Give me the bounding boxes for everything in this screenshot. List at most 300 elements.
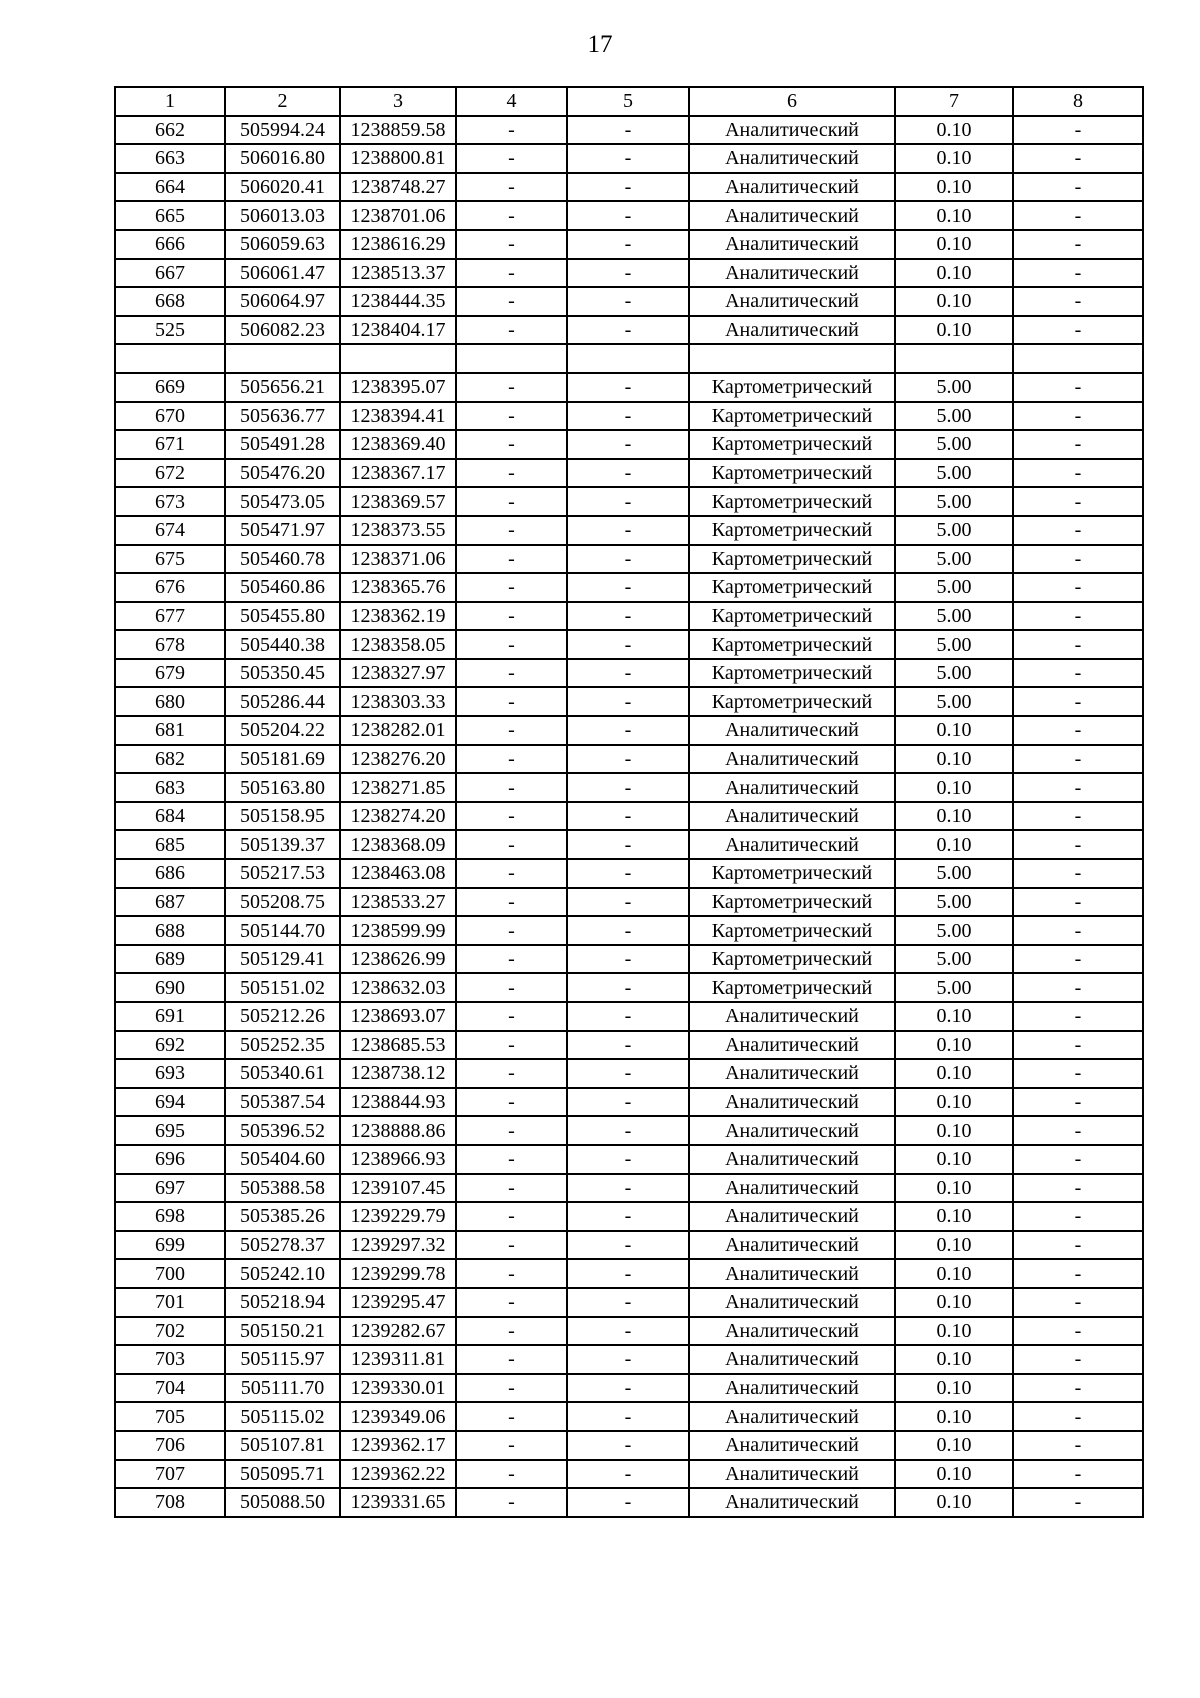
table-cell-col-7: 0.10 xyxy=(895,287,1013,316)
table-cell-col-8: - xyxy=(1013,573,1143,602)
table-cell-col-6: Картометрический xyxy=(689,459,895,488)
table-row xyxy=(115,1002,1143,1031)
table-cell-col-7: 5.00 xyxy=(895,888,1013,917)
table-cell-col-1: 697 xyxy=(115,1174,225,1203)
table-cell-col-3: 1239282.67 xyxy=(340,1317,456,1346)
table-row xyxy=(115,144,1143,173)
column-header-8: 8 xyxy=(1013,87,1143,116)
table-cell-col-5: - xyxy=(567,373,689,402)
table-cell-col-1: 668 xyxy=(115,287,225,316)
table-cell-col-6: Аналитический xyxy=(689,173,895,202)
table-cell-col-7: 0.10 xyxy=(895,1231,1013,1260)
table-cell-col-5: - xyxy=(567,888,689,917)
table-cell-col-5: - xyxy=(567,1202,689,1231)
table-cell-col-2 xyxy=(225,344,340,373)
table-cell-col-7: 0.10 xyxy=(895,1460,1013,1489)
table-cell-col-3: 1238274.20 xyxy=(340,802,456,831)
table-cell-col-2: 505095.71 xyxy=(225,1460,340,1489)
table-cell-col-5: - xyxy=(567,745,689,774)
table-cell-col-7: 0.10 xyxy=(895,802,1013,831)
table-cell-col-4: - xyxy=(456,459,567,488)
table-cell-col-5: - xyxy=(567,973,689,1002)
table-cell-col-5: - xyxy=(567,1088,689,1117)
table-cell-col-6: Аналитический xyxy=(689,116,895,145)
table-cell-col-8: - xyxy=(1013,1374,1143,1403)
table-cell-col-2: 505656.21 xyxy=(225,373,340,402)
table-cell-col-1: 664 xyxy=(115,173,225,202)
table-cell-col-3: 1238367.17 xyxy=(340,459,456,488)
table-cell-col-6: Картометрический xyxy=(689,545,895,574)
table-row xyxy=(115,373,1143,402)
table-cell-col-4: - xyxy=(456,230,567,259)
table-cell-col-7: 5.00 xyxy=(895,916,1013,945)
table-cell-col-7: 0.10 xyxy=(895,716,1013,745)
table-cell-col-7: 5.00 xyxy=(895,630,1013,659)
table-cell-col-6: Аналитический xyxy=(689,1402,895,1431)
table-cell-col-5: - xyxy=(567,1345,689,1374)
table-cell-col-1: 701 xyxy=(115,1288,225,1317)
table-cell-col-2: 505139.37 xyxy=(225,830,340,859)
table-cell-col-4: - xyxy=(456,516,567,545)
table-cell-col-5: - xyxy=(567,1031,689,1060)
table-cell-col-5: - xyxy=(567,859,689,888)
table-cell-col-1: 525 xyxy=(115,316,225,345)
table-cell-col-1: 692 xyxy=(115,1031,225,1060)
table-cell-col-2: 505218.94 xyxy=(225,1288,340,1317)
table-cell-col-6: Аналитический xyxy=(689,1374,895,1403)
table-cell-col-8: - xyxy=(1013,945,1143,974)
table-cell-col-3: 1238373.55 xyxy=(340,516,456,545)
table-cell-col-6: Аналитический xyxy=(689,773,895,802)
table-cell-col-6: Картометрический xyxy=(689,916,895,945)
table-cell-col-3: 1238282.01 xyxy=(340,716,456,745)
table-cell-col-4: - xyxy=(456,487,567,516)
table-cell-col-4: - xyxy=(456,316,567,345)
table-cell-col-7: 0.10 xyxy=(895,1402,1013,1431)
table-cell-col-7: 0.10 xyxy=(895,773,1013,802)
table-cell-col-5: - xyxy=(567,287,689,316)
table-cell-col-1: 695 xyxy=(115,1116,225,1145)
table-cell-col-5: - xyxy=(567,1402,689,1431)
table-cell-col-2: 505460.78 xyxy=(225,545,340,574)
table-cell-col-3: 1238738.12 xyxy=(340,1059,456,1088)
table-cell-col-7: 5.00 xyxy=(895,573,1013,602)
table-cell-col-4: - xyxy=(456,1088,567,1117)
table-row xyxy=(115,516,1143,545)
table-row xyxy=(115,773,1143,802)
table-cell-col-8: - xyxy=(1013,1145,1143,1174)
table-cell-col-4: - xyxy=(456,1374,567,1403)
table-row xyxy=(115,916,1143,945)
table-cell-col-8: - xyxy=(1013,1288,1143,1317)
table-cell-col-2: 506013.03 xyxy=(225,201,340,230)
table-cell-col-6: Аналитический xyxy=(689,716,895,745)
table-cell-col-6: Аналитический xyxy=(689,1174,895,1203)
table-cell-col-2: 505212.26 xyxy=(225,1002,340,1031)
table-cell-col-2: 505144.70 xyxy=(225,916,340,945)
table-cell-col-3: 1238616.29 xyxy=(340,230,456,259)
table-cell-col-4: - xyxy=(456,1345,567,1374)
table-cell-col-8: - xyxy=(1013,888,1143,917)
table-cell-col-6: Картометрический xyxy=(689,630,895,659)
table-cell-col-4: - xyxy=(456,773,567,802)
table-cell-col-2: 505158.95 xyxy=(225,802,340,831)
table-cell-col-5: - xyxy=(567,173,689,202)
table-cell-col-2: 505491.28 xyxy=(225,430,340,459)
table-cell-col-2: 505388.58 xyxy=(225,1174,340,1203)
table-cell-col-4: - xyxy=(456,1488,567,1517)
table-cell-col-8: - xyxy=(1013,687,1143,716)
table-row xyxy=(115,1259,1143,1288)
table-row xyxy=(115,888,1143,917)
table-cell-col-6: Картометрический xyxy=(689,659,895,688)
table-cell-col-7: 0.10 xyxy=(895,1488,1013,1517)
table-cell-col-6: Аналитический xyxy=(689,830,895,859)
table-cell-col-8: - xyxy=(1013,916,1143,945)
table-cell-col-8: - xyxy=(1013,1059,1143,1088)
table-cell-col-1: 672 xyxy=(115,459,225,488)
table-cell-col-5: - xyxy=(567,802,689,831)
table-cell-col-6: Аналитический xyxy=(689,316,895,345)
table-cell-col-6: Аналитический xyxy=(689,144,895,173)
table-cell-col-3: 1239295.47 xyxy=(340,1288,456,1317)
table-cell-col-1: 670 xyxy=(115,402,225,431)
table-cell-col-5: - xyxy=(567,487,689,516)
table-cell-col-4: - xyxy=(456,1202,567,1231)
table-cell-col-8: - xyxy=(1013,1174,1143,1203)
table-cell-col-7: 5.00 xyxy=(895,430,1013,459)
table-cell-col-5: - xyxy=(567,144,689,173)
table-cell-col-4: - xyxy=(456,659,567,688)
table-row xyxy=(115,573,1143,602)
table-cell-col-6: Аналитический xyxy=(689,287,895,316)
table-cell-col-1: 696 xyxy=(115,1145,225,1174)
table-cell-col-3: 1238513.37 xyxy=(340,259,456,288)
table-cell-col-7: 5.00 xyxy=(895,687,1013,716)
table-cell-col-7: 5.00 xyxy=(895,487,1013,516)
table-cell-col-6: Аналитический xyxy=(689,1288,895,1317)
table-cell-col-1: 680 xyxy=(115,687,225,716)
table-cell-col-4: - xyxy=(456,1145,567,1174)
table-cell-col-1: 662 xyxy=(115,116,225,145)
table-cell-col-2: 505440.38 xyxy=(225,630,340,659)
table-cell-col-7: 0.10 xyxy=(895,1202,1013,1231)
table-cell-col-7: 0.10 xyxy=(895,1116,1013,1145)
table-cell-col-5: - xyxy=(567,1002,689,1031)
table-cell-col-8: - xyxy=(1013,745,1143,774)
table-row xyxy=(115,459,1143,488)
table-cell-col-4: - xyxy=(456,687,567,716)
table-cell-col-4: - xyxy=(456,259,567,288)
table-body xyxy=(115,87,1143,1517)
table-cell-col-4: - xyxy=(456,1259,567,1288)
table-cell-col-3: 1239349.06 xyxy=(340,1402,456,1431)
table-row xyxy=(115,402,1143,431)
table-cell-col-8: - xyxy=(1013,144,1143,173)
table-cell-col-4: - xyxy=(456,859,567,888)
table-cell-col-4: - xyxy=(456,1460,567,1489)
table-cell-col-5: - xyxy=(567,1431,689,1460)
table-cell-col-6: Картометрический xyxy=(689,945,895,974)
table-cell-col-6: Картометрический xyxy=(689,430,895,459)
table-cell-col-6: Картометрический xyxy=(689,888,895,917)
table-cell-col-2: 506020.41 xyxy=(225,173,340,202)
table-cell-col-8: - xyxy=(1013,373,1143,402)
table-cell-col-8: - xyxy=(1013,1031,1143,1060)
table-cell-col-3: 1238844.93 xyxy=(340,1088,456,1117)
table-cell-col-2: 505994.24 xyxy=(225,116,340,145)
table-cell-col-5: - xyxy=(567,1116,689,1145)
table-cell-col-2: 505204.22 xyxy=(225,716,340,745)
table-cell-col-2: 505129.41 xyxy=(225,945,340,974)
table-cell-col-7: 0.10 xyxy=(895,230,1013,259)
table-cell-col-5: - xyxy=(567,430,689,459)
table-cell-col-8: - xyxy=(1013,973,1143,1002)
table-cell-col-5: - xyxy=(567,459,689,488)
table-cell-col-5: - xyxy=(567,1145,689,1174)
table-cell-col-8: - xyxy=(1013,1345,1143,1374)
table-row xyxy=(115,802,1143,831)
table-cell-col-7: 0.10 xyxy=(895,830,1013,859)
table-cell-col-3: 1238748.27 xyxy=(340,173,456,202)
table-cell-col-2: 505242.10 xyxy=(225,1259,340,1288)
table-cell-col-1: 693 xyxy=(115,1059,225,1088)
table-cell-col-5: - xyxy=(567,773,689,802)
table-cell-col-2: 505115.97 xyxy=(225,1345,340,1374)
table-cell-col-8: - xyxy=(1013,545,1143,574)
table-cell-col-4: - xyxy=(456,545,567,574)
table-cell-col-6: Картометрический xyxy=(689,602,895,631)
table-cell-col-4: - xyxy=(456,716,567,745)
table-cell-col-8 xyxy=(1013,344,1143,373)
table-cell-col-8: - xyxy=(1013,802,1143,831)
table-cell-col-2: 505111.70 xyxy=(225,1374,340,1403)
table-cell-col-7: 0.10 xyxy=(895,1345,1013,1374)
table-cell-col-6: Аналитический xyxy=(689,1345,895,1374)
table-row xyxy=(115,1145,1143,1174)
table-cell-col-4: - xyxy=(456,573,567,602)
table-cell-col-2: 505476.20 xyxy=(225,459,340,488)
table-cell-col-8: - xyxy=(1013,259,1143,288)
table-cell-col-5: - xyxy=(567,716,689,745)
table-cell-col-7: 5.00 xyxy=(895,659,1013,688)
table-cell-col-3: 1239362.22 xyxy=(340,1460,456,1489)
table-cell-col-2: 505115.02 xyxy=(225,1402,340,1431)
table-cell-col-6: Аналитический xyxy=(689,259,895,288)
table-cell-col-1: 687 xyxy=(115,888,225,917)
table-cell-col-3: 1239299.78 xyxy=(340,1259,456,1288)
table-row xyxy=(115,1488,1143,1517)
table-cell-col-7: 0.10 xyxy=(895,1002,1013,1031)
table-cell-col-5: - xyxy=(567,659,689,688)
table-cell-col-8: - xyxy=(1013,287,1143,316)
table-row xyxy=(115,1231,1143,1260)
table-cell-col-4: - xyxy=(456,1031,567,1060)
table-cell-col-5: - xyxy=(567,545,689,574)
table-cell-col-3: 1238626.99 xyxy=(340,945,456,974)
table-cell-col-2: 505404.60 xyxy=(225,1145,340,1174)
table-row xyxy=(115,545,1143,574)
table-cell-col-7: 0.10 xyxy=(895,1317,1013,1346)
table-cell-col-2: 505150.21 xyxy=(225,1317,340,1346)
table-cell-col-5: - xyxy=(567,116,689,145)
table-cell-col-7: 5.00 xyxy=(895,545,1013,574)
table-cell-col-3: 1238395.07 xyxy=(340,373,456,402)
table-cell-col-3: 1239107.45 xyxy=(340,1174,456,1203)
table-cell-col-3: 1238303.33 xyxy=(340,687,456,716)
table-row xyxy=(115,602,1143,631)
table-cell-col-1: 679 xyxy=(115,659,225,688)
table-cell-col-4: - xyxy=(456,1431,567,1460)
table-cell-col-5: - xyxy=(567,916,689,945)
table-cell-col-8: - xyxy=(1013,1231,1143,1260)
table-cell-col-3: 1238599.99 xyxy=(340,916,456,945)
table-cell-col-7: 0.10 xyxy=(895,1145,1013,1174)
table-cell-col-7: 0.10 xyxy=(895,259,1013,288)
table-cell-col-7: 5.00 xyxy=(895,402,1013,431)
table-cell-col-3: 1239362.17 xyxy=(340,1431,456,1460)
table-cell-col-5: - xyxy=(567,516,689,545)
table-cell-col-4: - xyxy=(456,173,567,202)
table-cell-col-2: 505455.80 xyxy=(225,602,340,631)
table-row xyxy=(115,1088,1143,1117)
table-cell-col-5: - xyxy=(567,259,689,288)
table-cell-col-3: 1238276.20 xyxy=(340,745,456,774)
table-cell-col-7: 5.00 xyxy=(895,516,1013,545)
table-cell-col-2: 506082.23 xyxy=(225,316,340,345)
table-cell-col-4: - xyxy=(456,373,567,402)
table-cell-col-7: 0.10 xyxy=(895,1059,1013,1088)
table-cell-col-4: - xyxy=(456,201,567,230)
table-row xyxy=(115,659,1143,688)
table-cell-col-8: - xyxy=(1013,230,1143,259)
table-cell-col-4: - xyxy=(456,287,567,316)
table-cell-col-1: 686 xyxy=(115,859,225,888)
table-cell-col-1: 700 xyxy=(115,1259,225,1288)
table-cell-col-7: 0.10 xyxy=(895,1259,1013,1288)
table-row xyxy=(115,1402,1143,1431)
table-row xyxy=(115,316,1143,345)
table-row xyxy=(115,287,1143,316)
table-cell-col-5: - xyxy=(567,830,689,859)
table-cell-col-2: 506064.97 xyxy=(225,287,340,316)
table-cell-col-2: 505252.35 xyxy=(225,1031,340,1060)
table-cell-col-1: 706 xyxy=(115,1431,225,1460)
table-cell-col-8: - xyxy=(1013,1259,1143,1288)
table-cell-col-7: 5.00 xyxy=(895,945,1013,974)
table-cell-col-1: 673 xyxy=(115,487,225,516)
table-row xyxy=(115,487,1143,516)
table-cell-col-3: 1238368.09 xyxy=(340,830,456,859)
table-row xyxy=(115,973,1143,1002)
table-cell-col-7: 5.00 xyxy=(895,602,1013,631)
table-cell-col-5: - xyxy=(567,630,689,659)
table-cell-col-2: 505286.44 xyxy=(225,687,340,716)
table-cell-col-7: 0.10 xyxy=(895,1031,1013,1060)
table-cell-col-3 xyxy=(340,344,456,373)
table-cell-col-4: - xyxy=(456,802,567,831)
table-cell-col-5: - xyxy=(567,1259,689,1288)
table-row xyxy=(115,716,1143,745)
table-cell-col-2: 505460.86 xyxy=(225,573,340,602)
table-cell-col-2: 505636.77 xyxy=(225,402,340,431)
column-header-3: 3 xyxy=(340,87,456,116)
table-cell-col-4: - xyxy=(456,602,567,631)
table-cell-col-5: - xyxy=(567,316,689,345)
table-cell-col-5 xyxy=(567,344,689,373)
table-cell-col-4: - xyxy=(456,1116,567,1145)
table-cell-col-8: - xyxy=(1013,116,1143,145)
table-cell-col-3: 1238533.27 xyxy=(340,888,456,917)
table-cell-col-2: 506059.63 xyxy=(225,230,340,259)
table-cell-col-1: 683 xyxy=(115,773,225,802)
table-row xyxy=(115,430,1143,459)
table-cell-col-5: - xyxy=(567,230,689,259)
table-cell-col-4: - xyxy=(456,116,567,145)
table-cell-col-2: 505387.54 xyxy=(225,1088,340,1117)
table-cell-col-2: 505208.75 xyxy=(225,888,340,917)
table-cell-col-3: 1238701.06 xyxy=(340,201,456,230)
table-cell-col-3: 1239330.01 xyxy=(340,1374,456,1403)
table-cell-col-2: 505107.81 xyxy=(225,1431,340,1460)
table-cell-col-7: 0.10 xyxy=(895,1374,1013,1403)
table-cell-col-7: 0.10 xyxy=(895,144,1013,173)
table-cell-col-1: 688 xyxy=(115,916,225,945)
table-cell-col-8: - xyxy=(1013,430,1143,459)
table-cell-col-7: 5.00 xyxy=(895,859,1013,888)
table-cell-col-3: 1238358.05 xyxy=(340,630,456,659)
table-cell-col-2: 505181.69 xyxy=(225,745,340,774)
table-cell-col-5: - xyxy=(567,945,689,974)
table-row xyxy=(115,1460,1143,1489)
table-cell-col-1: 703 xyxy=(115,1345,225,1374)
table-cell-col-4: - xyxy=(456,1059,567,1088)
table-cell-col-1: 681 xyxy=(115,716,225,745)
table-cell-col-8: - xyxy=(1013,602,1143,631)
table-cell-col-8: - xyxy=(1013,859,1143,888)
table-cell-col-6: Картометрический xyxy=(689,973,895,1002)
table-cell-col-5: - xyxy=(567,402,689,431)
table-cell-col-2: 505217.53 xyxy=(225,859,340,888)
table-cell-col-1: 689 xyxy=(115,945,225,974)
table-cell-col-1: 708 xyxy=(115,1488,225,1517)
table-cell-col-3: 1238371.06 xyxy=(340,545,456,574)
coordinates-table xyxy=(114,86,1144,1518)
table-cell-col-1: 694 xyxy=(115,1088,225,1117)
table-cell-col-6: Аналитический xyxy=(689,230,895,259)
table-cell-col-1: 698 xyxy=(115,1202,225,1231)
table-cell-col-8: - xyxy=(1013,1317,1143,1346)
table-cell-col-3: 1238966.93 xyxy=(340,1145,456,1174)
table-row xyxy=(115,173,1143,202)
table-cell-col-4: - xyxy=(456,1317,567,1346)
table-cell-col-4: - xyxy=(456,1002,567,1031)
table-cell-col-4 xyxy=(456,344,567,373)
table-cell-col-3: 1239311.81 xyxy=(340,1345,456,1374)
table-cell-col-8: - xyxy=(1013,173,1143,202)
page-number: 17 xyxy=(587,31,613,58)
table-cell-col-5: - xyxy=(567,201,689,230)
table-cell-col-3: 1238365.76 xyxy=(340,573,456,602)
table-cell-col-6: Аналитический xyxy=(689,1460,895,1489)
table-cell-col-6: Картометрический xyxy=(689,402,895,431)
table-cell-col-5: - xyxy=(567,687,689,716)
table-row xyxy=(115,1431,1143,1460)
table-row xyxy=(115,830,1143,859)
table-cell-col-4: - xyxy=(456,1231,567,1260)
table-cell-col-6: Аналитический xyxy=(689,1145,895,1174)
table-cell-col-2: 505473.05 xyxy=(225,487,340,516)
